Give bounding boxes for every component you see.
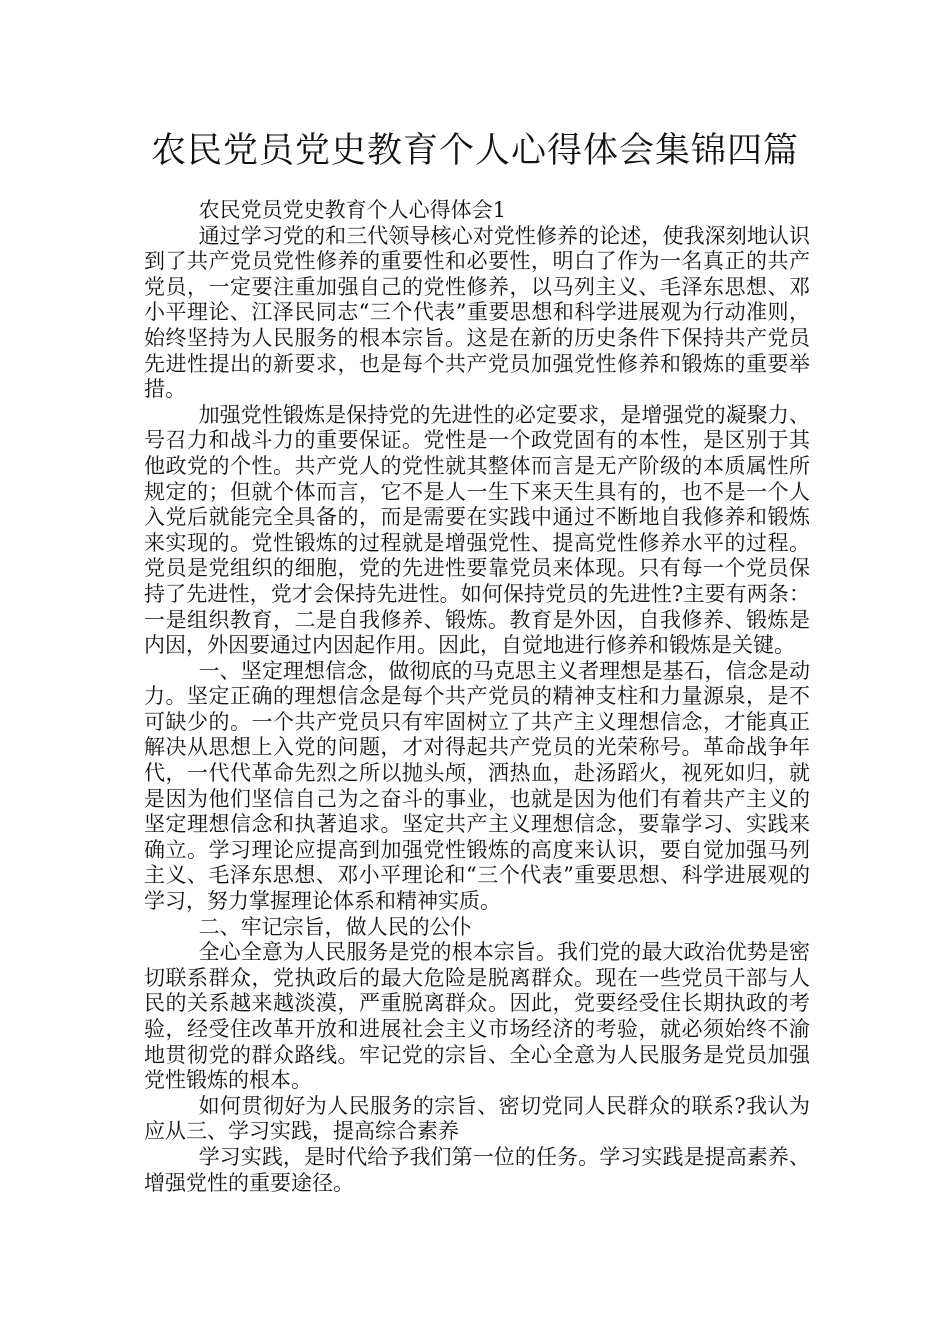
document-title: 农民党员党史教育个人心得体会集锦四篇 xyxy=(150,131,799,171)
body-paragraph: 通过学习党的和三代领导核心对党性修养的论述，使我深刻地认识到了共产党员党性修养的重要性和必要性，明白了作为一名真正的共产党员，一定要注重加强自己的党性修养，以马列主义、毛泽东思想、邓小平理论、江泽民同志“三个代表”重要思想和科学进展观为行动准则，始终坚持为人民服务的根本宗旨。这是在新的历史条件下保持共产党员先进性提出的新要求，也是每个共产党员加强党性修养和锻炼的重要举措。 xyxy=(144,223,810,402)
body-paragraph: 全心全意为人民服务是党的根本宗旨。我们党的最大政治优势是密切联系群众，党执政后的最大危险是脱离群众。现在一些党员干部与人民的关系越来越淡漠，严重脱离群众。因此，党要经受住长期执政的考验，经受住改革开放和进展社会主义市场经济的考验，就必须始终不渝地贯彻党的群众路线。牢记党的宗旨、全心全意为人民服务是党员加强党性锻炼的根本。 xyxy=(144,940,810,1093)
body-paragraph: 一、坚定理想信念，做彻底的马克思主义者理想是基石，信念是动力。坚定正确的理想信念是每个共产党员的精神支柱和力量源泉，是不可缺少的。一个共产党员只有牢固树立了共产主义理想信念，才能真正解决从思想上入党的问题，才对得起共产党员的光荣称号。革命战争年代，一代代革命先烈之所以抛头颅，洒热血，赴汤蹈火，视死如归，就是因为他们坚信自己为之奋斗的事业，也就是因为他们有着共产主义的坚定理想信念和执著追求。坚定共产主义理想信念，要靠学习、实践来确立。学习理论应提高到加强党性锻炼的高度来认识，要自觉加强马列主义、毛泽东思想、邓小平理论和“三个代表”重要思想、科学进展观的学习，努力掌握理论体系和精神实质。 xyxy=(144,658,810,914)
section-heading: 二、牢记宗旨，做人民的公仆 xyxy=(198,914,472,939)
document-body xyxy=(144,198,810,1196)
body-paragraph: 加强党性锻炼是保持党的先进性的必定要求，是增强党的凝聚力、号召力和战斗力的重要保证。党性是一个政党固有的本性，是区别于其他政党的个性。共产党人的党性就其整体而言是无产阶级的本质属性所规定的；但就个体而言，它不是人一生下来天生具有的，也不是一个人入党后就能完全具备的，而是需要在实践中通过不断地自我修养和锻炼来实现的。党性锻炼的过程就是增强党性、提高党性修养水平的过程。党员是党组织的细胞，党的先进性要靠党员来体现。只有每一个党员保持了先进性，党才会保持先进性。如何保持党员的先进性?主要有两条：一是组织教育，二是自我修养、锻炼。教育是外因，自我修养、锻炼是内因，外因要通过内因起作用。因此，自觉地进行修养和锻炼是关键。 xyxy=(144,402,810,658)
body-paragraph: 如何贯彻好为人民服务的宗旨、密切党同人民群众的联系?我认为应从三、学习实践，提高综合素养 xyxy=(144,1093,810,1144)
body-paragraph: 学习实践，是时代给予我们第一位的任务。学习实践是提高素养、增强党性的重要途径。 xyxy=(144,1144,810,1195)
section-heading: 农民党员党史教育个人心得体会1 xyxy=(198,198,506,222)
